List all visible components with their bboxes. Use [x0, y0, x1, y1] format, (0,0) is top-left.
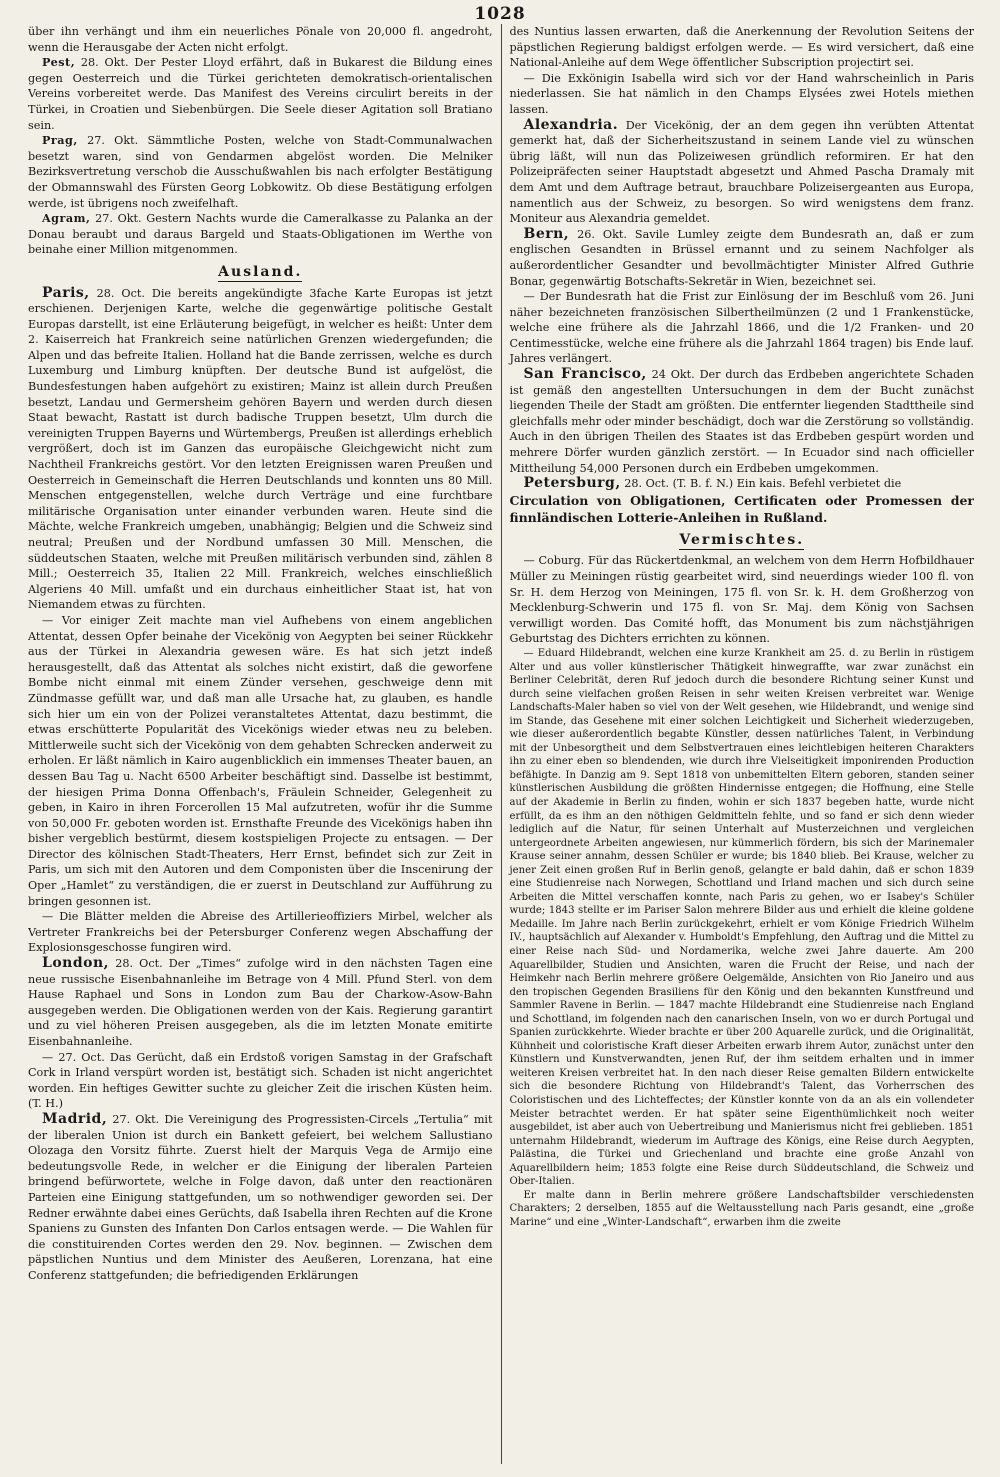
dateline-date: 26. Okt.	[577, 227, 627, 241]
section-heading-text: Ausland.	[218, 263, 303, 280]
dateline-date: 27. Okt.	[87, 134, 139, 148]
article-text: Sämmtliche Posten, welche von Stadt-Communalwachen besetzt waren, sind von Gendarmen abgelöst worden. Die Melniker Bezirksvertretung verschob die Ausschußwahlen bis nach erfolgter Bestätigung der Obmannswahl des Fürsten Georg Lobkowitz. Ob diese Bestätigung erfolgen werde, ist übrigens noch zweifelhaft.	[28, 134, 493, 210]
dateline-place: Prag,	[42, 133, 78, 148]
dateline-date: 28. Oct.	[115, 957, 163, 971]
article-alexandria	[510, 118, 975, 227]
article-bern	[510, 227, 975, 289]
article-attentat: — Vor einiger Zeit machte man viel Aufhebens von einem angeblichen Attentat, dessen Opfer beinahe der Vicekönig von Aegypten bei seiner Rückkehr aus der Türkei in Alexandria gewesen wäre. Es hat sich jetzt indeß herausgestellt, daß das Attentat als solches nicht existirt, daß die geworfene Bombe nicht einmal mit einem Zünder versehen, geschweige denn mit Zündmasse gefüllt war, und daß man alle Ursache hat, zu glauben, es handle sich hier um ein von der Polizei veranstaltetes Attentat, dazu bestimmt, die etwas erschütterte Popularität des Vicekönigs wieder etwas neu zu beleben. Mittlerweile sucht sich der Vicekönig von dem gehabten Schrecken anderweit zu erholen. Er läßt nämlich in Kairo augenblicklich ein immenses Theater bauen, an dessen Bau Tag u. Nacht 6500 Arbeiter beschäftigt sind. Dasselbe ist bestimmt, der hiesigen Prima Donna Offenbach's, Fräulein Schneider, Gelegenheit zu geben, in Kairo in ihren Forcerollen 15 Mal aufzutreten, wofür ihr die Summe von 50,000 Fr. geboten worden ist. Ernsthafte Freunde des Vicekönigs haben ihn bisher vergeblich bestürmt, diesem kostspieligen Projecte zu entsagen. — Der Director des kölnischen Stadt-Theaters, Herr Ernst, befindet sich zur Zeit in Paris, um sich mit den Autoren und dem Componisten über die Inscenirung der Oper „Hamlet“ zu verständigen, die er zuerst in Deutschland zur Aufführung zu bringen gesonnen ist.	[28, 613, 493, 908]
article-text: Ein kais. Befehl verbietet die	[736, 477, 902, 491]
dateline-date: 28. Oct.	[96, 286, 145, 300]
article-paris	[28, 286, 493, 613]
article-text: Savile Lumley zeigte dem Bundesrath an, daß er zum englischen Gesandten in Brüssel ernannt und zu seinem Nachfolger als außerordentlicher Gesandter und bevollmächtigter Minister Alfred Guthrie Bonar, gegenwärtig Botschafts-Sekretär in Wien, bezeichnet sei.	[509, 227, 974, 288]
article-text: Die Vereinigung des Progressisten-Circels „Tertulia“ mit der liberalen Union ist durch ein Bankett gefeiert, bei welchem Sallustiano Olozaga den Vorsitz führte. Zuerst hielt der Marquis Vega de Armijo eine bedeutungsvolle Rede, in welcher er die Einigung der liberalen Parteien bringend befürwortete, welche in Folge davon, daß unter den reactionären Parteien eine Einigung stattgefunden, um so nothwendiger geworden sei. Der Redner erwähnte dabei eines Gerüchts, daß Isabella ihren Rechten auf die Krone Spaniens zu Gunsten des Infanten Don Carlos entsagen werde. — Die Wahlen für die constituirenden Cortes werden den 29. Nov. beginnen. — Zwischen dem päpstlichen Nuntius und dem Minister des Aeußeren, Lorenzana, hat eine Conferenz stattgefunden; die befriedigenden Erklärungen	[28, 1112, 493, 1282]
article-prag	[28, 133, 493, 211]
dateline-date: 28. Oct. (T. B. f. N.)	[624, 477, 734, 491]
article-hildebrandt-2: Er malte dann in Berlin mehrere größere Landschaftsbilder verschiedensten Charakters; 2 derselben, 1855 auf die Weltausstellung nach Paris gesandt, eine „große Marine“ und eine „Winter-Landschaft“, erwarben ihm die zweite	[509, 1189, 974, 1228]
article-text: Der durch das Erdbeben angerichtete Schaden ist gemäß den angestellten Untersuchungen in dem der Bucht zunächst liegenden Theile der Stadt am größten. Die entfernter liegenden Stadttheile sind gleichfalls mehr oder minder beschädigt, doch war die Zerstörung so vollständig. Auch in den übrigen Theilen des Staates ist das Erdbeben gespürt worden und mehrere Dörfer wurden gänzlich zerstört. — In Ecuador sind nach officieller Mittheilung 54,000 Personen durch ein Erdbeben umgekommen.	[509, 368, 974, 475]
right-column	[502, 24, 975, 1464]
article-text: Der „Times“ zufolge wird in den nächsten Tagen eine neue russische Eisenbahnanleihe im Betrage von 4 Mill. Pfund Sterl. von dem Hause Raphael und Sons in London zum Bau der Charkow-Asow-Bahn ausgegeben werden. Die Obligationen werden von der Kais. Regierung garantirt und zu viel höheren Preisen ausgegeben, als die im letzten Monate emitirte Eisenbahnanleihe.	[28, 957, 493, 1048]
article-london	[28, 956, 493, 1050]
columns	[28, 24, 974, 1464]
article-agram	[28, 211, 493, 258]
article-text: Der Pester Lloyd erfährt, daß in Bukarest die Bildung eines gegen Oesterreich und die Türkei gerichteten demokratisch-orientalischen Vereins vorbereitet werde. Das Manifest des Vereins circulirt bereits in der Türkei, in Croatien und Siebenbürgen. Die Seele dieser Agitation soll Bratiano sein.	[28, 56, 493, 132]
article-petersburg	[510, 476, 975, 526]
section-heading-text: Vermischtes.	[679, 531, 805, 548]
section-heading-vermischtes	[510, 533, 975, 549]
article-madrid	[28, 1112, 493, 1284]
article-text: Die bereits angekündigte 3fache Karte Europas ist jetzt erschienen. Derjenigen Karte, welche die gegenwärtige politische Gestalt Europas darstellt, ist eine Erläuterung beigefügt, in welcher es heißt: Unter dem 2. Kaiserreich hat Frankreich seine natürlichen Grenzen wiedergefunden; die Alpen und das befreite Italien. Holland hat die Bande zerrissen, welche es durch Luxemburg und Limburg knüpften. Der deutsche Bund ist aufgelöst, die Bundesfestungen haben aufgehört zu existiren; Mainz ist allein durch Preußen besetzt, Landau und Germersheim gehören Bayern und werden durch diesen Staat bewacht, Rastatt ist durch badische Truppen besetzt, Ulm durch die vereinigten Truppen Bayerns und Würtembergs, Preußen ist allerdings erheblich vergrößert, doch ist im Ganzen das europäische Gleichgewicht nicht zum Nachtheil Frankreichs gestört. Vor den letzten Ereignissen waren Preußen und Oesterreich in Gemeinschaft die Herren Deutschlands und konnten uns 80 Mill. Menschen entgegenstellen, welche durch Verträge und eine furchtbare militärische Organisation unter einander verbunden waren. Heute sind die Mächte, welche Frankreich umgeben, unabhängig; Belgien und die Schweiz sind neutral; Preußen und der Nordbund umfassen 30 Mill. Menschen, die süddeutschen Staaten, welche mit Preußen militärisch verbunden sind, zählen 8 Mill.; Oesterreich 35, Italien 22 Mill. Frankreich, welches einschließlich Algeriens 40 Mill. umfaßt und ein durchaus einheitlicher Staat ist, hat von Niemandem etwas zu fürchten.	[28, 286, 493, 612]
article-san-francisco	[510, 367, 975, 476]
article-bold-text: Circulation von Obligationen, Certificaten oder Promessen der finnländischen Lotterie-Anleihen in Rußland.	[509, 492, 974, 525]
dateline-place: London,	[42, 955, 110, 972]
article-hildebrandt: — Eduard Hildebrandt, welchen eine kurze Krankheit am 25. d. zu Berlin in rüstigem Alter und aus voller künstlerischer Thätigkeit hinwegraffte, war zwar zunächst ein Berliner Celebrität, deren Ruf jedoch durch die besondere Richtung seiner Kunst und durch seine vielfachen großen Reisen in sehr weiten Kreisen verbreitet war. Wenige Landschafts-Maler haben so viel von der Welt gesehen, wie Hildebrandt, und wenige sind im Stande, das Gesehene mit einer solchen Leichtigkeit und Sicherheit wiederzugeben, wie dieser außerordentlich begabte Künstler, dessen natürliches Talent, in Verbindung mit der Unbesorgtheit und dem Selbstvertrauen eines leichtlebigen heiteren Charakters ihn zu einer eben so blendenden, wie durch ihre Vielseitigkeit imponirenden Production befähigte. In Danzig am 9. Sept 1818 von unbemittelten Eltern geboren, standen seiner künstlerischen Ausbildung die größten Hindernisse entgegen; die Hoffnung, eine Stelle auf der Akademie in Berlin zu finden, wohin er sich 1837 begeben hatte, wurde nicht erfüllt, da es ihm an den nöthigen Geldmitteln fehlte, und so fand er sich denn wieder lediglich auf die Natur, für seinen Unterhalt auf Musterzeichnen und vergleichen untergeordnete Arbeiten angewiesen, nur kümmerlich fördern, bis sich der Marinemaler Krause seiner annahm, dessen Schüler er wurde; bis 1840 blieb. Bei Krause, welcher zu jener Zeit einen großen Ruf in Berlin genoß, gelangte er bald dahin, daß er schon 1839 eine Studienreise nach Norwegen, Schottland und Irland machen und sich durch seine Arbeiten die Mittel verschaffen konnte, nach Paris zu gehen, wo er Isabey's Schüler wurde; 1843 stellte er im Pariser Salon mehrere Bilder aus und erhielt die kleine goldene Medaille. Im Jahre nach Berlin zurückgekehrt, erhielt er vom Könige Friedrich Wilhelm IV., hauptsächlich auf Alexander v. Humboldt's Empfehlung, den Auftrag und die Mittel zu einer Reise nach Süd- und Nordamerika, welche zwei Jahre dauerte. Am 200 Aquarellbilder, Studien und Ansichten, waren die Frucht der Reise, und nach der Heimkehr nach Berlin mehrere größere Oelgemälde, Ansichten von Rio Janeiro und aus den tropischen Gegenden Brasiliens für den König und den bekannten Kunstfreund und Sammler Ravene in Berlin. — 1847 machte Hildebrandt eine Studienreise nach England und Schottland, im folgenden nach den canarischen Inseln, von wo er durch Portugal und Spanien zurückkehrte. Wieder brachte er über 200 Aquarelle zurück, und die Originalität, Kühnheit und coloristische Kraft dieser Arbeiten erwarb ihrem Autor, zunächst unter den Künstlern und Kunstverwandten, jenen Ruf, der ihm seitdem erhalten und in immer weiteren Kreisen verbreitet hat. In den nach dieser Reise gemalten Bildern entwickelte sich die besondere Richtung von Hildebrandt's Talent, das Vorherrschen des Coloristischen und des Lichteffectes; der Künstler konnte von da an als ein vollendeter Meister betrachtet werden. Er hat später seine Eigenthümlichkeit noch weiter ausgebildet, ist aber auch von Uebertreibung und Manierismus nicht frei geblieben. 1851 unternahm Hildebrandt, wiederum im Auftrage des Königs, eine Reise durch Aegypten, Palästina, die Türkei und Griechenland und brachte eine große Anzahl von Aquarellbildern heim; 1853 folgte eine Reise durch Süddeutschland, die Schweiz und Ober-Italien.	[509, 647, 974, 1188]
article-text: Der Vicekönig, der an dem gegen ihn verübten Attentat gemerkt hat, daß der Sicherheitszustand in seinem Lande viel zu wünschen übrig läßt, will nun das Polizeiwesen gründlich reformiren. Er hat den Polizeipräfecten seiner Hauptstadt abgesetzt und Ahmed Pascha Dramaly mit dem Amt und dem Auftrage betraut, brauchbare Polizeisergeanten aus Europa, namentlich aus der Schweiz, zu besorgen. So wird wenigstens dem franz. Moniteur aus Alexandria gemeldet.	[509, 118, 974, 226]
dateline-date: 28. Okt.	[80, 56, 129, 70]
article-continuation: des Nuntius lassen erwarten, daß die Anerkennung der Revolution Seitens der päpstlichen Regierung baldigst erfolgen werde. — Es wird versichert, daß eine National-Anleihe auf dem Wege öffentlicher Subscription projectirt sei.	[509, 25, 974, 70]
dateline-place: Alexandria.	[523, 116, 619, 133]
article-continuation: über ihn verhängt und ihm ein neuerliches Pönale von 20,000 fl. angedroht, wenn die Herausgabe der Acten nicht erfolgt.	[28, 25, 493, 54]
article-london-2: — 27. Oct. Das Gerücht, daß ein Erdstoß vorigen Samstag in der Grafschaft Cork in Irland verspürt worden ist, bestätigt sich. Schaden ist nicht angerichtet worden. Ein heftiges Gewitter suchte zu gleicher Zeit die irischen Küsten heim. (T. H.)	[28, 1050, 493, 1111]
article-coburg: — Coburg. Für das Rückertdenkmal, an welchem von dem Herrn Hofbildhauer Müller zu Meiningen rüstig gearbeitet wird, sind neuerdings wieder 100 fl. von Sr. H. dem Herzog von Meiningen, 175 fl. von Sr. k. H. dem Großherzog von Mecklenburg-Schwerin und 175 fl. von Sr. Maj. dem König von Sachsen verwilligt worden. Das Comité hofft, das Monument bis zum nächstjährigen Geburtstag des Dichters errichten zu können.	[509, 554, 974, 646]
left-column	[28, 24, 501, 1464]
article-bern-2: — Der Bundesrath hat die Frist zur Einlösung der im Beschluß vom 26. Juni näher bezeichneten französischen Silbertheilmünzen (2 und 1 Frankenstücke, welche eine frühere als die Jahrzahl 1866, und die 1/2 Franken- und 20 Centimesstücke, welche eine frühere als die Jahrzahl 1864 tragen) bis Ende lauf. Jahres verlängert.	[509, 290, 974, 366]
dateline-date: 24 Okt.	[651, 368, 695, 382]
dateline-place: Agram,	[42, 211, 91, 226]
article-mirbel: — Die Blätter melden die Abreise des Artillerieoffiziers Mirbel, welcher als Vertreter Frankreichs bei der Petersburger Conferenz wegen Abschaffung der Explosionsgeschosse fungiren wird.	[28, 910, 493, 955]
dateline-place: Bern,	[523, 225, 570, 242]
article-pest	[28, 55, 493, 133]
dateline-place: Madrid,	[42, 1110, 108, 1127]
section-heading-ausland	[28, 265, 493, 281]
dateline-date: 27. Okt.	[95, 212, 142, 226]
dateline-place: Pest,	[42, 55, 76, 70]
page-number: 1028	[474, 4, 526, 24]
dateline-place: San Francisco,	[523, 366, 647, 383]
article-isabella: — Die Exkönigin Isabella wird sich vor der Hand wahrscheinlich in Paris niederlassen. Sie hat nämlich in den Champs Elysées zwei Hotels miethen lassen.	[509, 71, 974, 116]
article-text: Gestern Nachts wurde die Cameralkasse zu Palanka an der Donau beraubt und daraus Bargeld und Staats-Obligationen im Werthe von beinahe einer Million mitgenommen.	[28, 212, 493, 257]
dateline-place: Petersburg,	[523, 475, 621, 492]
dateline-date: 27. Okt.	[112, 1112, 160, 1126]
dateline-place: Paris,	[42, 284, 90, 301]
